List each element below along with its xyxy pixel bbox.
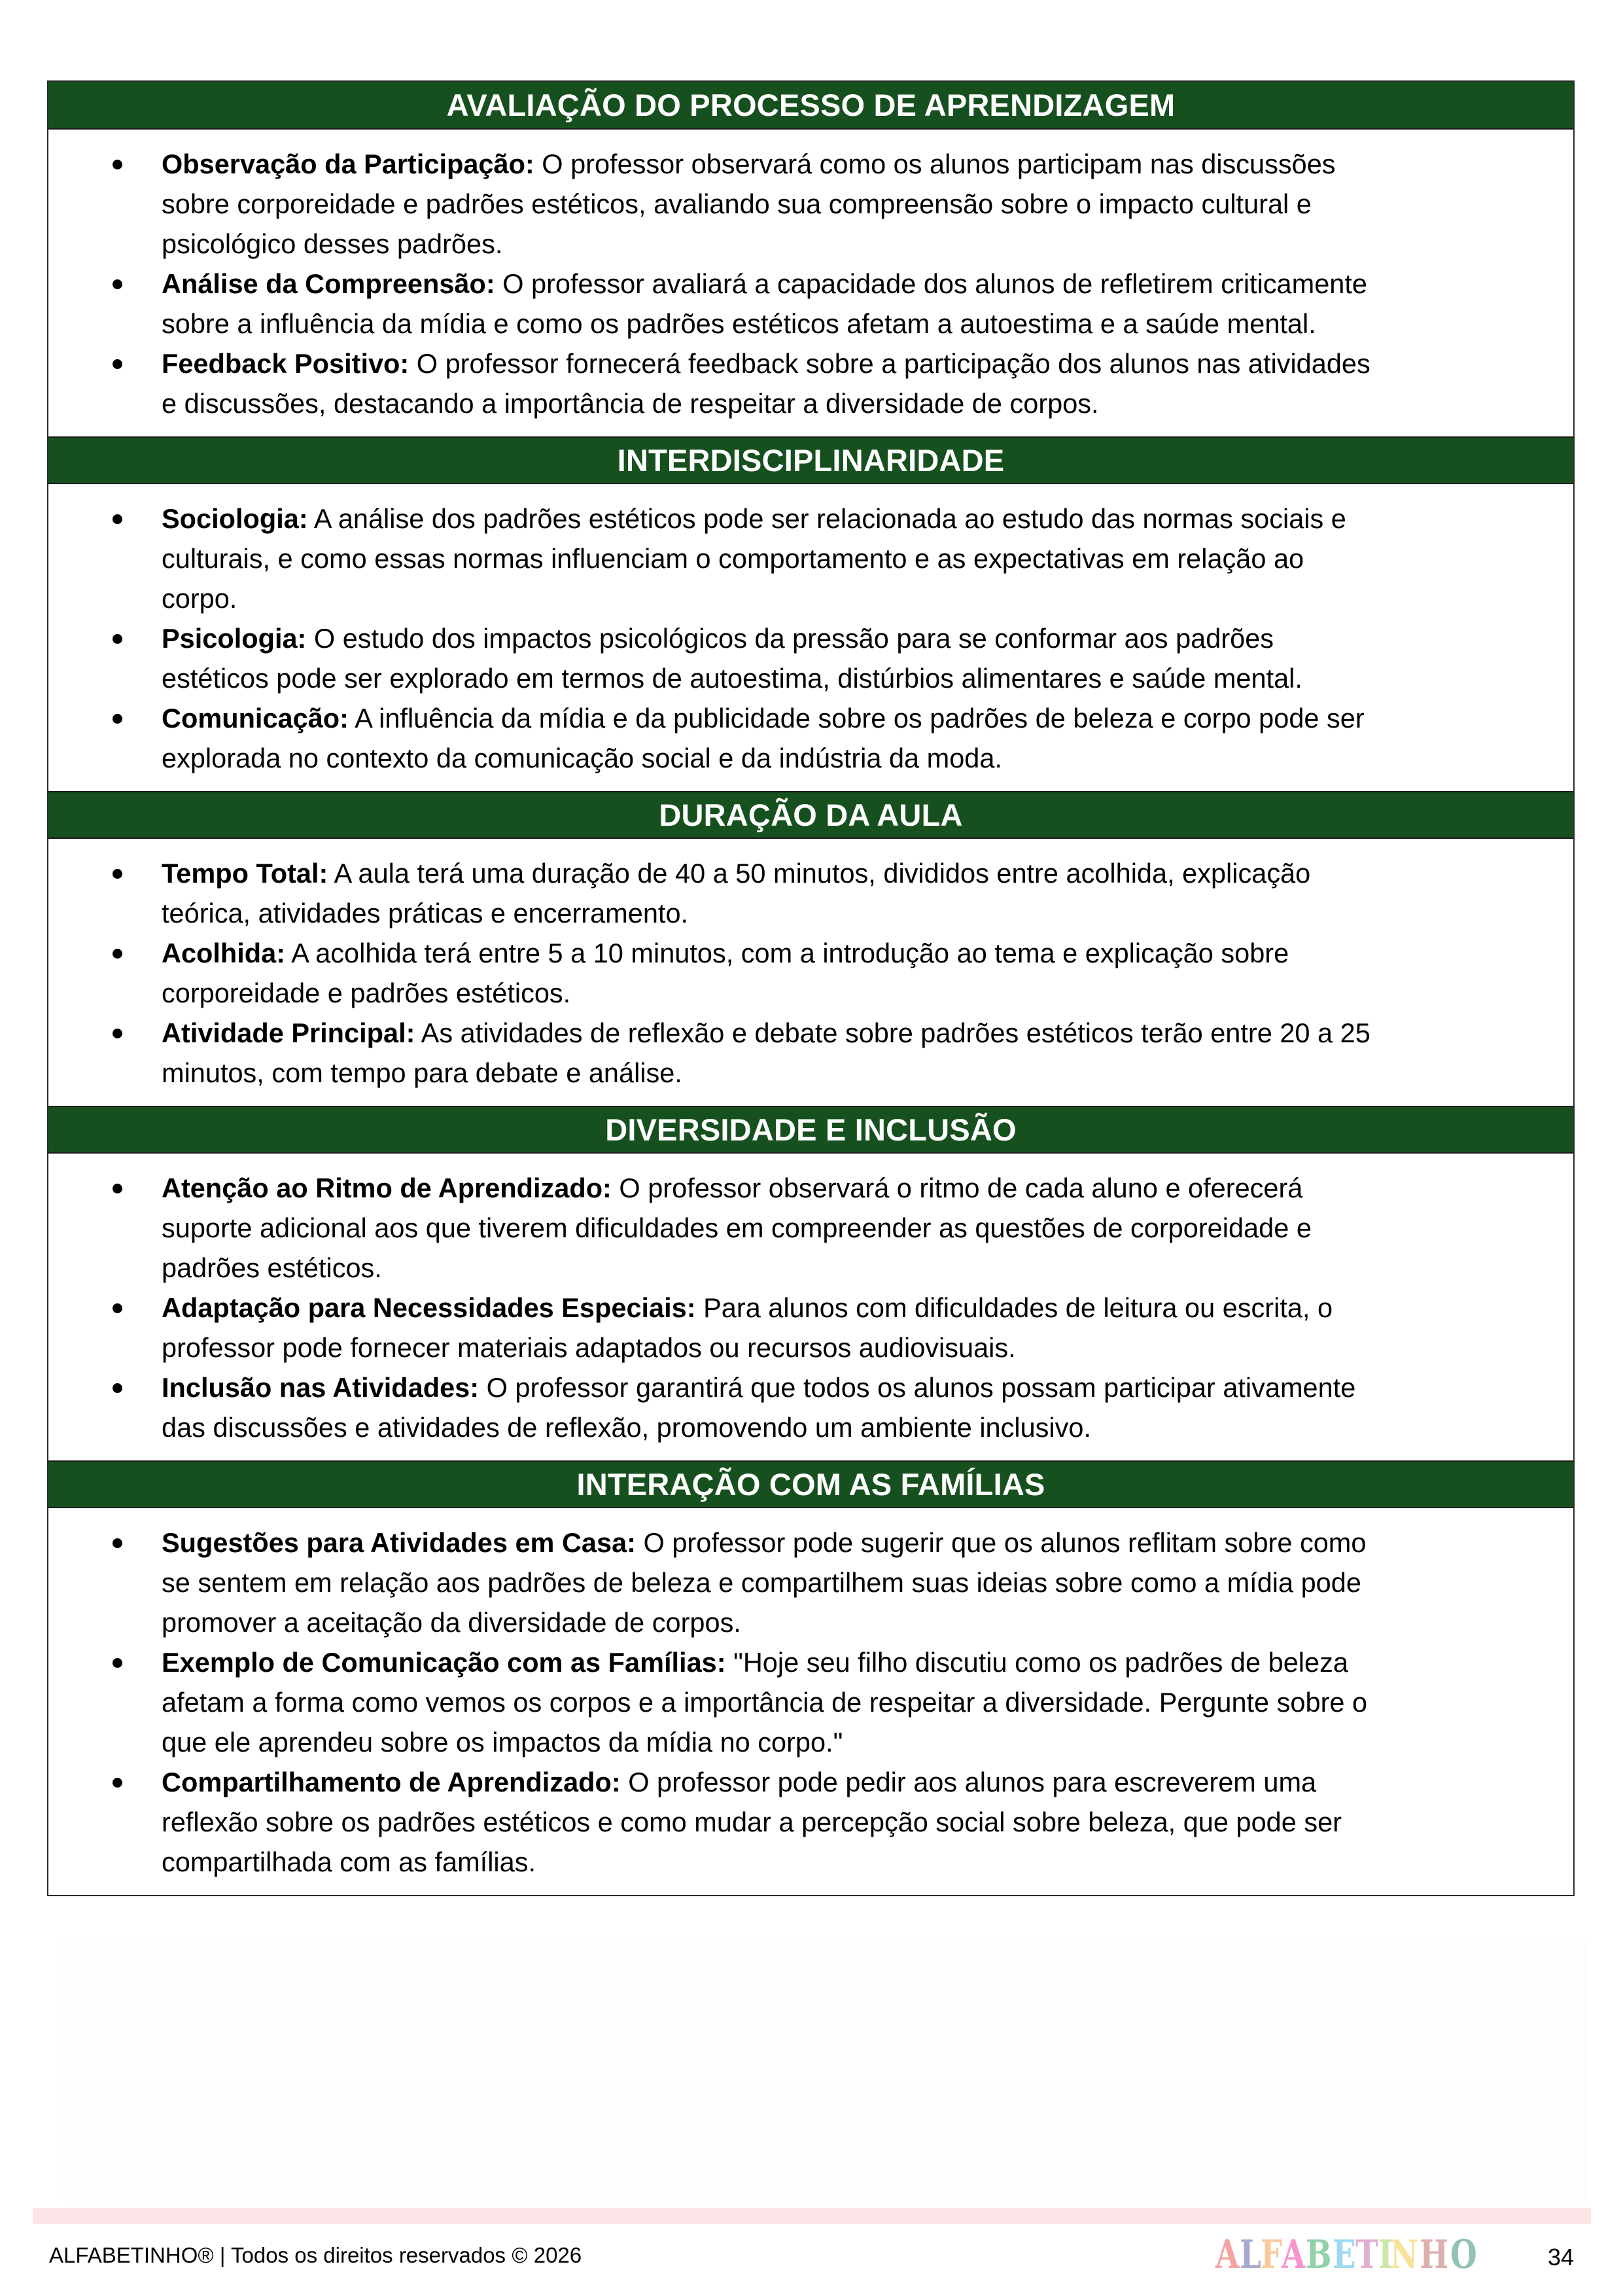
list-item <box>48 933 1573 1013</box>
item-term: Acolhida: <box>162 938 286 968</box>
item-text: O estudo dos impactos psicológicos da pressão para se conformar aos padrões <box>306 623 1274 654</box>
bullet-icon <box>113 869 122 879</box>
text-line: psicológico desses padrões. <box>162 228 503 259</box>
text-line: compartilhada com as famílias. <box>162 1846 536 1877</box>
list-item <box>48 1013 1573 1093</box>
text-line <box>162 618 1573 658</box>
list-item <box>48 499 1573 618</box>
item-text: O professor pode sugerir que os alunos reflitam sobre como <box>636 1527 1367 1558</box>
item-term: Atividade Principal: <box>162 1017 415 1048</box>
bullet-icon <box>113 1029 122 1038</box>
text-line: culturais, e como essas normas influenciam o comportamento e as expectativas em relação ao <box>162 543 1304 574</box>
item-term: Feedback Positivo: <box>162 348 410 379</box>
bullet-icon <box>113 1383 122 1393</box>
bullet-icon <box>113 1303 122 1313</box>
text-line <box>162 1368 1573 1407</box>
item-term: Tempo Total: <box>162 858 328 889</box>
text-line <box>162 853 1573 893</box>
bullet-icon <box>113 1658 122 1668</box>
section-header: INTERAÇÃO COM AS FAMÍLIAS <box>48 1460 1573 1508</box>
text-line: professor pode fornecer materiais adaptados ou recursos audiovisuais. <box>162 1332 1016 1363</box>
text-line <box>162 1523 1573 1563</box>
bullet-icon <box>113 949 122 959</box>
section-header: AVALIAÇÃO DO PROCESSO DE APRENDIZAGEM <box>48 82 1573 130</box>
logo-letter: T <box>1355 2232 1378 2278</box>
text-line <box>162 1762 1573 1802</box>
text-line: corporeidade e padrões estéticos. <box>162 978 571 1008</box>
logo-letter: F <box>1260 2232 1282 2278</box>
bullet-icon <box>113 160 122 169</box>
logo-letter: A <box>1215 2232 1238 2278</box>
item-text: A aula terá uma duração de 40 a 50 minutos, divididos entre acolhida, explicação <box>328 858 1311 889</box>
item-text: As atividades de reflexão e debate sobre padrões estéticos terão entre 20 a 25 <box>415 1017 1370 1048</box>
text-line: suporte adicional aos que tiverem dificuldades em compreender as questões de corporeidade e <box>162 1212 1312 1243</box>
item-text: A influência da mídia e da publicidade sobre os padrões de beleza e corpo pode ser <box>348 703 1365 733</box>
section-header: DIVERSIDADE E INCLUSÃO <box>48 1106 1573 1154</box>
text-line: reflexão sobre os padrões estéticos e como mudar a percepção social sobre beleza, que pode ser <box>162 1807 1342 1837</box>
item-text: O professor observará o ritmo de cada aluno e oferecerá <box>611 1173 1303 1203</box>
item-text: O professor pode pedir aos alunos para escreverem uma <box>620 1767 1317 1797</box>
item-term: Exemplo de Comunicação com as Famílias: <box>162 1647 726 1678</box>
text-line: promover a aceitação da diversidade de corpos. <box>162 1607 741 1638</box>
bullet-icon <box>113 1538 122 1548</box>
item-term: Psicologia: <box>162 623 307 654</box>
item-text: O professor garantirá que todos os alunos possam participar ativamente <box>479 1372 1356 1403</box>
lesson-plan-table <box>47 80 1575 1896</box>
bullet-icon <box>113 279 122 289</box>
logo-letter: A <box>1282 2232 1305 2278</box>
text-line: e discussões, destacando a importância de respeitar a diversidade de corpos. <box>162 388 1099 419</box>
list-item <box>48 1368 1573 1447</box>
text-line <box>162 344 1573 383</box>
logo-letter: B <box>1305 2232 1331 2278</box>
item-term: Sugestões para Atividades em Casa: <box>162 1527 636 1558</box>
item-text: Para alunos com dificuldades de leitura ou escrita, o <box>695 1292 1333 1323</box>
item-text: O professor avaliará a capacidade dos alunos de refletirem criticamente <box>495 268 1367 299</box>
page-number: 34 <box>1548 2244 1575 2270</box>
alfabetinho-logo <box>1215 2232 1478 2278</box>
section-body <box>48 130 1573 436</box>
text-line <box>162 264 1573 304</box>
section-header: DURAÇÃO DA AULA <box>48 791 1573 839</box>
logo-letter: I <box>1378 2232 1392 2278</box>
item-term: Observação da Participação: <box>162 149 534 179</box>
item-term: Análise da Compreensão: <box>162 268 495 299</box>
bullet-icon <box>113 514 122 524</box>
bullet-icon <box>113 1778 122 1788</box>
section-body <box>48 1508 1573 1895</box>
text-line: padrões estéticos. <box>162 1252 382 1283</box>
text-line: corpo. <box>162 583 237 614</box>
text-line: sobre a influência da mídia e como os padrões estéticos afetam a autoestima e a saúde mental. <box>162 308 1316 339</box>
item-term: Inclusão nas Atividades: <box>162 1372 480 1403</box>
list-item <box>48 1288 1573 1368</box>
item-text: O professor fornecerá feedback sobre a participação dos alunos nas atividades <box>409 348 1370 379</box>
bullet-icon <box>113 714 122 724</box>
item-text: A acolhida terá entre 5 a 10 minutos, com a introdução ao tema e explicação sobre <box>285 938 1289 968</box>
logo-letter: H <box>1419 2232 1448 2278</box>
list-item <box>48 618 1573 698</box>
item-text: O professor observará como os alunos participam nas discussões <box>534 149 1336 179</box>
text-line: das discussões e atividades de reflexão, promovendo um ambiente inclusivo. <box>162 1412 1092 1443</box>
bullet-icon <box>113 359 122 369</box>
text-line <box>162 1288 1573 1328</box>
list-item <box>48 1762 1573 1882</box>
text-line: sobre corporeidade e padrões estéticos, avaliando sua compreensão sobre o impacto cultural e <box>162 188 1312 219</box>
list-item <box>48 853 1573 933</box>
text-line: explorada no contexto da comunicação social e da indústria da moda. <box>162 743 1003 773</box>
bullet-icon <box>113 634 122 644</box>
text-line <box>162 933 1573 973</box>
item-text: A análise dos padrões estéticos pode ser relacionada ao estudo das normas sociais e <box>307 503 1346 534</box>
text-line <box>162 1013 1573 1053</box>
text-line <box>162 1168 1573 1208</box>
text-line: teórica, atividades práticas e encerramento. <box>162 898 689 928</box>
text-line <box>162 499 1573 539</box>
footer-band <box>33 2208 1591 2224</box>
text-line: que ele aprendeu sobre os impactos da mídia no corpo." <box>162 1727 843 1757</box>
text-line <box>162 698 1573 738</box>
section-body <box>48 839 1573 1106</box>
text-line: se sentem em relação aos padrões de beleza e compartilhem suas ideias sobre como a mídia pode <box>162 1567 1361 1598</box>
footer-copyright: ALFABETINHO® | Todos os direitos reservados © 2026 <box>49 2243 582 2267</box>
item-term: Adaptação para Necessidades Especiais: <box>162 1292 696 1323</box>
section-body <box>48 1154 1573 1460</box>
list-item <box>48 1168 1573 1288</box>
item-term: Atenção ao Ritmo de Aprendizado: <box>162 1173 612 1203</box>
text-line: afetam a forma como vemos os corpos e a importância de respeitar a diversidade. Pergunte sobre o <box>162 1687 1368 1718</box>
bullet-icon <box>113 1184 122 1193</box>
list-item <box>48 698 1573 778</box>
text-line <box>162 144 1573 184</box>
list-item <box>48 144 1573 264</box>
list-item <box>48 344 1573 423</box>
list-item <box>48 1642 1573 1762</box>
item-term: Compartilhamento de Aprendizado: <box>162 1767 621 1797</box>
section-header: INTERDISCIPLINARIDADE <box>48 436 1573 484</box>
blank-area <box>62 1938 1586 2202</box>
logo-letter: L <box>1239 2232 1260 2278</box>
list-item <box>48 1523 1573 1642</box>
item-term: Sociologia: <box>162 503 308 534</box>
item-term: Comunicação: <box>162 703 349 733</box>
list-item <box>48 264 1573 344</box>
logo-letter: E <box>1332 2232 1355 2278</box>
logo-letter: O <box>1450 2232 1476 2278</box>
text-line <box>162 1642 1573 1682</box>
item-text: "Hoje seu filho discutiu como os padrões de beleza <box>725 1647 1348 1678</box>
section-body <box>48 484 1573 791</box>
logo-letter: N <box>1390 2232 1418 2278</box>
text-line: estéticos pode ser explorado em termos de autoestima, distúrbios alimentares e saúde mental. <box>162 663 1302 694</box>
text-line: minutos, com tempo para debate e análise. <box>162 1057 682 1088</box>
